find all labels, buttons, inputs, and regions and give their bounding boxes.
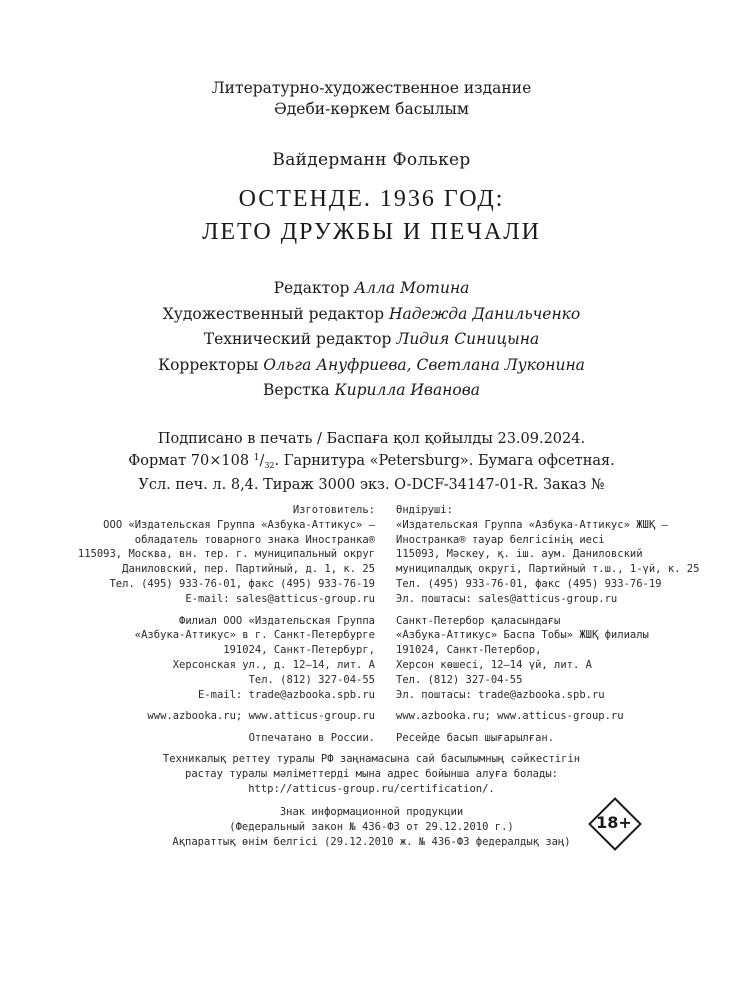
publisher-info-kz: Өндіруші: «Издательская Группа «Азбука-Аттикус» ЖШҚ – Иностранка® тауар белгісінің иесі 115093, Мәскеу, қ. іш. аум. Даниловский муниципалдық округі, Партийный т.ш., 1-үй, к. 25 Тел. (495) 933-76-01, факс (495) 933-76-19 Эл. поштасы: sales@atticus-group.ru Санкт-Петербор қаласындағы «Азбука-Аттикус» Баспа Тобы» ЖШҚ филиалы 191024, Санкт-Петербор, Херсон көшесі, 12–14 үй, лит. А Тел. (812) 327-04-55 Эл. поштасы: trade@azbooka.spb.ru www.azbooka.ru; www.atticus-group.ru Ресейде басып шығарылған. <box>396 504 700 745</box>
email-link: Эл. поштасы: trade@azbooka.spb.ru <box>396 688 605 701</box>
website-links: www.azbooka.ru; www.atticus-group.ru <box>147 710 375 723</box>
edition-type-ru: Литературно-художественное издание <box>211 79 532 97</box>
author-name: Вайдерманн Фолькер <box>272 150 471 170</box>
age-rating-badge <box>589 798 639 848</box>
print-signed-date: Подписано в печать / Баспаға қол қойылды 23.09.2024. <box>157 431 586 447</box>
print-run: Усл. печ. л. 8,4. Тираж 3000 экз. O-DCF-34147-01-R. Заказ № <box>138 477 605 493</box>
credit-art-editor: Художественный редактор Надежда Данильченко <box>162 304 581 323</box>
edition-type <box>0 78 743 120</box>
email-link: Эл. поштасы: sales@atticus-group.ru <box>396 592 618 605</box>
print-format: Формат 70×108 $^1/_{32}$. Гарнитура «Petersburg». Бумага офсетная. <box>128 453 615 470</box>
certification-note: Техникалық реттеу туралы РФ заңнамасына сай басылымның сәйкестігін растау туралы мәліметтерді мына адрес бойынша алуға болады: http://atticus-group.ru/certification/. <box>0 752 743 796</box>
credit-layout: Верстка Кирилла Иванова <box>263 381 480 399</box>
credit-editor: Редактор Алла Мотина <box>273 279 470 297</box>
book-title-line-1: ОСТЕНДЕ. 1936 ГОД: <box>238 186 505 212</box>
info-product-sign: Знак информационной продукции (Федеральный закон № 436-ФЗ от 29.12.2010 г.) Ақпараттық өнім белгісі (29.12.2010 ж. № 436-ФЗ федералдық заң) <box>172 806 571 848</box>
website-links: www.azbooka.ru; www.atticus-group.ru <box>396 710 624 723</box>
edition-type-kz: Әдеби-көркем басылым <box>274 100 469 118</box>
email-link: E-mail: sales@atticus-group.ru <box>185 592 375 605</box>
credit-proofreaders: Корректоры Ольга Ануфриева, Светлана Луконина <box>158 355 585 374</box>
email-link: E-mail: trade@azbooka.spb.ru <box>197 688 375 701</box>
certification-url: http://atticus-group.ru/certification/. <box>248 782 495 795</box>
book-title-line-2: ЛЕТО ДРУЖБЫ И ПЕЧАЛИ <box>202 219 541 245</box>
print-details <box>0 428 743 496</box>
credit-tech-editor: Технический редактор Лидия Синицына <box>203 330 540 348</box>
credits <box>0 276 743 404</box>
publisher-info-ru: Изготовитель: ООО «Издательская Группа «Азбука-Аттикус» – обладатель товарного знака Иностранка® 115093, Москва, вн. тер. г. муниципальный округ Даниловский, пер. Партийный, д. 1, к. 25 Тел. (495) 933-76-01, факс (495) 933-76-19 E-mail: sales@atticus-group.ru Филиал ООО «Издательская Группа «Азбука-Аттикус» в г. Санкт-Петербурге 191024, Санкт-Петербург, Херсонская ул., д. 12–14, лит. А Тел. (812) 327-04-55 E-mail: trade@azbooka.spb.ru www.azbooka.ru; www.atticus-group.ru Отпечатано в России. <box>77 504 375 745</box>
book-title <box>0 183 743 249</box>
age-rating-label: 18+ <box>596 813 632 832</box>
